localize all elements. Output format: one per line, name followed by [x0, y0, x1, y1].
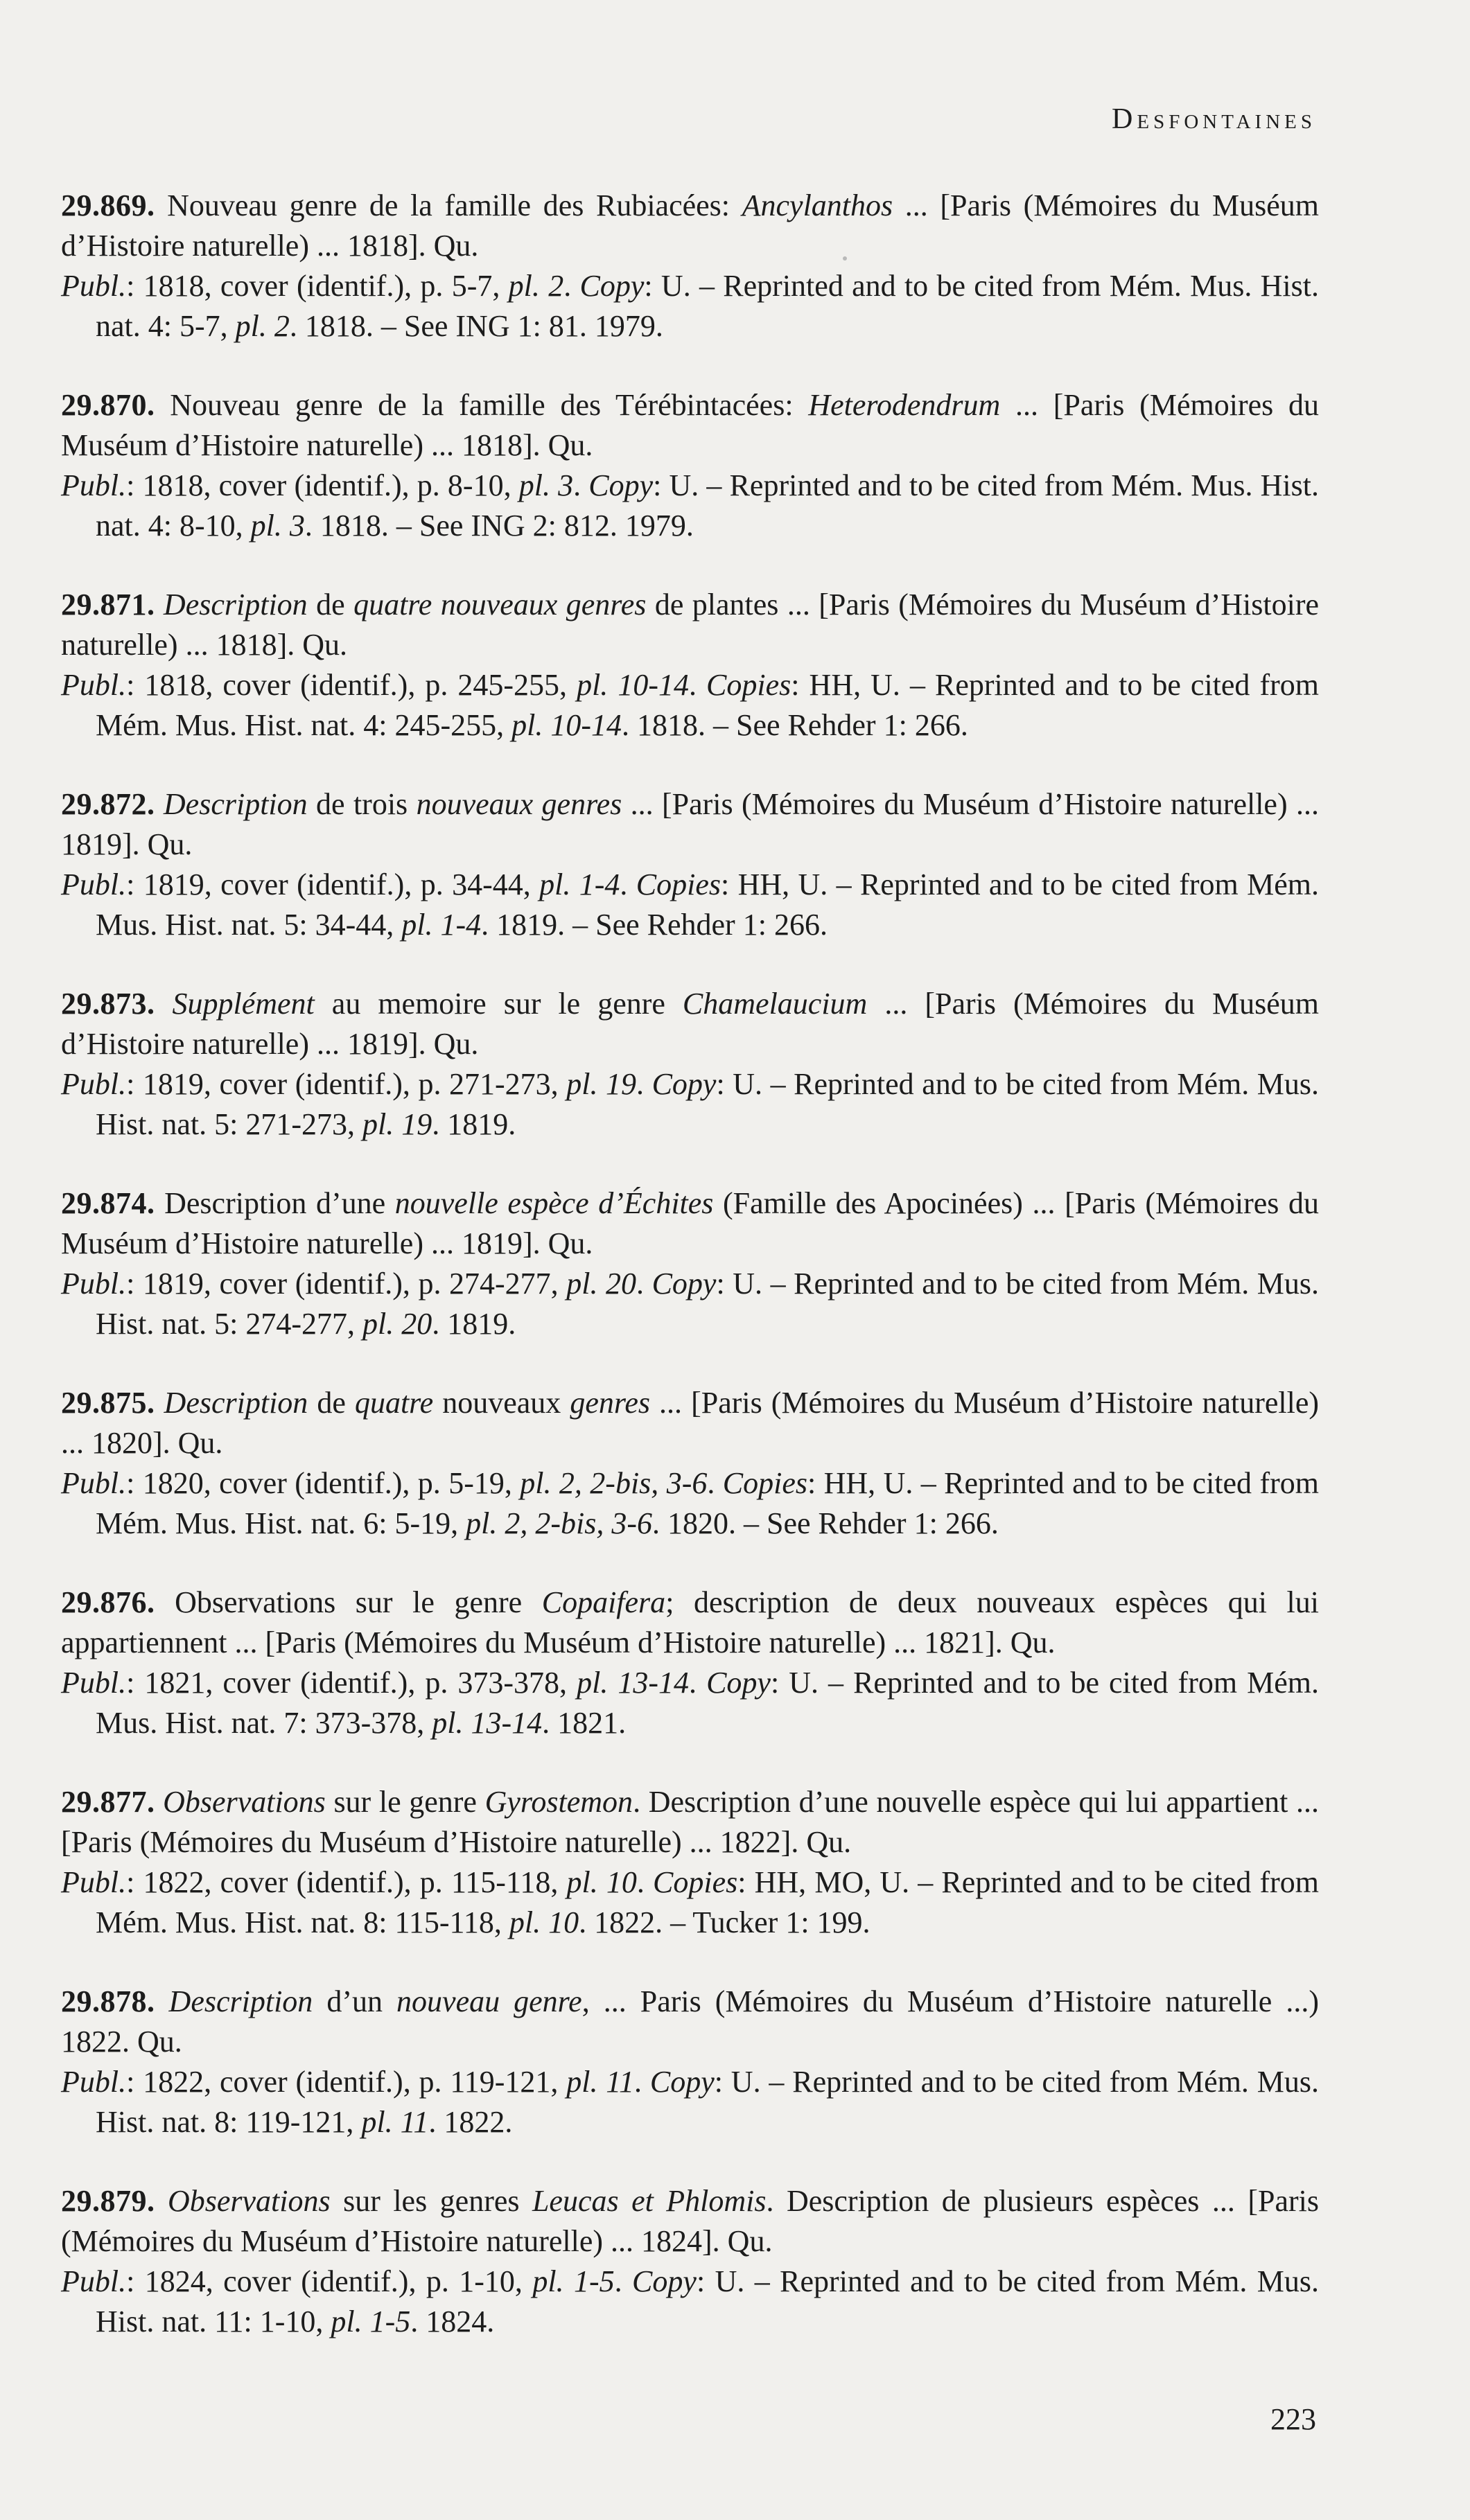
publ-segment: .: [707, 1466, 723, 1500]
publ-italic-segment: pl. 13-14: [432, 1706, 543, 1740]
publ-segment: : U. – Reprinted and to be cited from Mém. Mus. Hist. nat. 4: 8-10,: [96, 468, 1320, 543]
entry-title: [61, 1982, 1319, 2062]
entry-number: 29.873.: [61, 987, 155, 1021]
publ-italic-segment: pl. 19: [566, 1067, 637, 1101]
entry-number: 29.874.: [61, 1186, 155, 1220]
publication-details: [61, 1264, 1319, 1344]
publication-details: [61, 665, 1319, 746]
publ-segment: : 1824, cover (identif.), p. 1-10,: [126, 2264, 533, 2298]
publ-segment: .: [689, 1666, 707, 1700]
bibliography-entry: [61, 186, 1319, 346]
title-segment: sur le genre: [325, 1785, 485, 1819]
title-italic-segment: Observations: [163, 1785, 326, 1819]
title-segment: , ... Paris (Mémoires du Muséum d’Histoire naturelle ...) 1822. Qu.: [61, 1984, 1320, 2059]
publ-italic-segment: pl. 10-14: [577, 668, 689, 702]
entry-number: 29.876.: [61, 1585, 155, 1619]
entry-number: 29.869.: [61, 188, 155, 222]
publ-label: Publ.: [61, 668, 127, 702]
publication-details: [61, 1064, 1319, 1145]
title-italic-segment: Description: [163, 588, 308, 622]
publ-segment: . 1818. – See ING 1: 81. 1979.: [289, 309, 663, 343]
title-segment: nouveaux: [433, 1386, 570, 1420]
publ-italic-segment: pl. 19: [362, 1107, 432, 1141]
publ-label: Publ.: [61, 2065, 127, 2099]
publ-segment: : 1821, cover (identif.), p. 373-378,: [126, 1666, 577, 1700]
publ-segment: : 1822, cover (identif.), p. 119-121,: [126, 2065, 567, 2099]
publ-label: Publ.: [61, 468, 127, 502]
title-segment: de trois: [307, 787, 417, 821]
publ-segment: : U. – Reprinted and to be cited from Mém. Mus. Hist. nat. 8: 119-121,: [96, 2065, 1320, 2139]
title-segment: ... [Paris (Mémoires du Muséum d’Histoire naturelle) ... 1819]. Qu.: [61, 987, 1320, 1061]
publ-italic-segment: Copy: [651, 1267, 717, 1301]
page-number: 223: [1270, 2402, 1316, 2436]
publ-segment: . 1821.: [542, 1706, 627, 1740]
publ-italic-segment: pl. 10: [509, 1905, 579, 1939]
entry-title: [61, 1583, 1319, 1663]
title-segment: . Description de plusieurs espèces ... [Paris (Mémoires du Muséum d’Histoire naturelle) ... 1824]. Qu.: [61, 2184, 1319, 2258]
entry-number: 29.879.: [61, 2184, 155, 2218]
publ-segment: . 1824.: [410, 2305, 495, 2338]
publ-italic-segment: pl. 20: [362, 1307, 432, 1341]
entry-number: 29.870.: [61, 388, 155, 422]
publ-label: Publ.: [61, 1666, 127, 1700]
bibliography-entry: [61, 984, 1319, 1145]
publ-segment: : HH, U. – Reprinted and to be cited from Mém. Mus. Hist. nat. 6: 5-19,: [96, 1466, 1319, 1540]
title-italic-segment: Description: [163, 787, 308, 821]
publ-italic-segment: Copies: [722, 1466, 807, 1500]
publ-segment: : 1818, cover (identif.), p. 245-255,: [126, 668, 577, 702]
publication-details: [61, 865, 1319, 945]
publ-italic-segment: pl. 10: [566, 1865, 637, 1899]
title-segment: de: [307, 588, 354, 622]
title-italic-segment: Ancylanthos: [742, 188, 893, 222]
publ-segment: . 1822.: [428, 2105, 513, 2139]
entry-title: [61, 385, 1319, 466]
title-segment: Nouveau genre de la famille des Térébintacées:: [170, 388, 809, 422]
publ-segment: .: [573, 468, 589, 502]
publ-segment: . 1822. – Tucker 1: 199.: [579, 1905, 870, 1939]
publ-segment: : U. – Reprinted and to be cited from Mém. Mus. Hist. nat. 5: 271-273,: [96, 1067, 1320, 1141]
title-italic-segment: Observations: [167, 2184, 331, 2218]
title-italic-segment: Description: [168, 1984, 313, 2018]
publ-italic-segment: Copies: [636, 867, 721, 901]
title-italic-segment: Supplément: [172, 987, 315, 1021]
title-italic-segment: quatre nouveaux genres: [353, 588, 647, 622]
publ-italic-segment: pl. 1-5: [331, 2305, 411, 2338]
publ-label: Publ.: [61, 2264, 127, 2298]
publ-italic-segment: pl. 2: [235, 309, 290, 343]
publ-italic-segment: Copy: [632, 2264, 697, 2298]
title-segment: Observations sur le genre: [175, 1585, 542, 1619]
publ-italic-segment: pl. 3: [518, 468, 574, 502]
publ-segment: .: [620, 867, 636, 901]
publ-italic-segment: pl. 11: [566, 2065, 635, 2099]
publ-italic-segment: Copies: [706, 668, 791, 702]
publ-segment: : U. – Reprinted and to be cited from Mém. Mus. Hist. nat. 7: 373-378,: [96, 1666, 1319, 1740]
title-segment: de plantes ... [Paris (Mémoires du Muséum d’Histoire naturelle) ... 1818]. Qu.: [61, 588, 1320, 662]
publ-italic-segment: pl. 10-14: [511, 708, 622, 742]
publ-italic-segment: Copy: [649, 2065, 715, 2099]
publication-details: [61, 1463, 1319, 1544]
bibliography-entry: [61, 784, 1319, 945]
publ-segment: : HH, U. – Reprinted and to be cited from Mém. Mus. Hist. nat. 4: 245-255,: [96, 668, 1319, 742]
publ-italic-segment: Copy: [579, 269, 645, 303]
publ-segment: .: [636, 1267, 652, 1301]
publ-segment: : 1819, cover (identif.), p. 34-44,: [126, 867, 540, 901]
publ-segment: .: [563, 269, 580, 303]
title-italic-segment: quatre: [354, 1386, 434, 1420]
publication-details: [61, 466, 1319, 546]
title-segment: ... [Paris (Mémoires du Muséum d’Histoire naturelle) ... 1819]. Qu.: [61, 787, 1320, 861]
title-segment: d’un: [313, 1984, 397, 2018]
title-italic-segment: Leucas et Phlomis: [532, 2184, 767, 2218]
publ-segment: : 1820, cover (identif.), p. 5-19,: [126, 1466, 520, 1500]
publ-italic-segment: pl. 20: [566, 1267, 637, 1301]
title-segment: Description d’une: [164, 1186, 395, 1220]
publ-italic-segment: pl. 11: [361, 2105, 429, 2139]
publ-segment: . 1820. – See Rehder 1: 266.: [652, 1506, 999, 1540]
publ-segment: : U. – Reprinted and to be cited from Mém. Mus. Hist. nat. 4: 5-7,: [96, 269, 1320, 343]
publ-segment: : 1818, cover (identif.), p. 8-10,: [126, 468, 519, 502]
publ-italic-segment: pl. 1-4: [401, 908, 482, 942]
publ-label: Publ.: [61, 1267, 127, 1301]
entry-number: 29.877.: [61, 1785, 155, 1819]
publication-details: [61, 2262, 1319, 2342]
publ-italic-segment: Copy: [706, 1666, 771, 1700]
publ-segment: .: [689, 668, 707, 702]
publ-segment: : U. – Reprinted and to be cited from Mém. Mus. Hist. nat. 5: 274-277,: [96, 1267, 1320, 1341]
entry-number: 29.875.: [61, 1386, 155, 1420]
running-head: Desfontaines: [1112, 103, 1316, 135]
publ-segment: : 1822, cover (identif.), p. 115-118,: [126, 1865, 567, 1899]
publ-italic-segment: pl. 2: [508, 269, 564, 303]
title-italic-segment: Description: [164, 1386, 308, 1420]
publ-segment: . 1819. – See Rehder 1: 266.: [481, 908, 828, 942]
publ-segment: .: [634, 2065, 650, 2099]
entry-title: [61, 1183, 1319, 1264]
title-italic-segment: Chamelaucium: [682, 987, 868, 1021]
publ-italic-segment: Copies: [653, 1865, 738, 1899]
publ-segment: . 1819.: [432, 1307, 516, 1341]
publ-segment: : U. – Reprinted and to be cited from Mém. Mus. Hist. nat. 11: 1-10,: [96, 2264, 1320, 2338]
publ-segment: . 1818. – See Rehder 1: 266.: [622, 708, 968, 742]
bibliography-entry: [61, 1383, 1319, 1544]
publication-details: [61, 266, 1319, 346]
title-segment: . Description d’une nouvelle espèce qui lui appartient ... [Paris (Mémoires du Muséum d’Histoire naturelle) ... 1822]. Qu.: [61, 1785, 1319, 1859]
bibliography-entry: [61, 385, 1319, 546]
bibliography-entry: [61, 585, 1319, 746]
title-italic-segment: nouveaux genres: [416, 787, 622, 821]
title-italic-segment: Heterodendrum: [808, 388, 1001, 422]
title-segment: ... [Paris (Mémoires du Muséum d’Histoire naturelle) ... 1818]. Qu.: [61, 188, 1319, 263]
title-segment: de: [308, 1386, 355, 1420]
title-segment: sur les genres: [330, 2184, 532, 2218]
publ-label: Publ.: [61, 1067, 127, 1101]
publ-segment: : 1819, cover (identif.), p. 271-273,: [126, 1067, 567, 1101]
publ-italic-segment: pl. 13-14: [577, 1666, 690, 1700]
publ-label: Publ.: [61, 1865, 127, 1899]
title-segment: ... [Paris (Mémoires du Muséum d’Histoire naturelle) ... 1820]. Qu.: [61, 1386, 1320, 1460]
publ-segment: : 1818, cover (identif.), p. 5-7,: [126, 269, 509, 303]
entry-title: [61, 1782, 1319, 1862]
publ-label: Publ.: [61, 1466, 127, 1500]
entry-number: 29.878.: [61, 1984, 155, 2018]
publ-segment: .: [614, 2264, 633, 2298]
bibliography-entry: [61, 1183, 1319, 1344]
title-italic-segment: Copaifera: [541, 1585, 666, 1619]
title-segment: ... [Paris (Mémoires du Muséum d’Histoire naturelle) ... 1818]. Qu.: [61, 388, 1319, 462]
entry-title: [61, 984, 1319, 1064]
publication-details: [61, 1862, 1319, 1943]
title-italic-segment: nouvelle espèce d’Échites: [394, 1186, 714, 1220]
publ-segment: .: [636, 1865, 654, 1899]
publ-italic-segment: Copy: [651, 1067, 717, 1101]
entry-title: [61, 2181, 1319, 2262]
publ-italic-segment: pl. 2, 2-bis, 3-6: [520, 1466, 708, 1500]
entry-title: [61, 1383, 1319, 1463]
bibliography-entry: [61, 2181, 1319, 2342]
title-italic-segment: nouveau genre: [396, 1984, 582, 2018]
title-segment: ; description de deux nouveaux espèces qui lui appartiennent ... [Paris (Mémoires du Muséum d’Histoire naturelle) ... 1821]. Qu.: [61, 1585, 1320, 1659]
publ-segment: . 1819.: [432, 1107, 516, 1141]
title-segment: Nouveau genre de la famille des Rubiacées:: [167, 188, 742, 222]
publ-italic-segment: pl. 1-5: [532, 2264, 615, 2298]
publ-italic-segment: pl. 3: [250, 509, 305, 543]
publ-label: Publ.: [61, 269, 127, 303]
publ-segment: . 1818. – See ING 2: 812. 1979.: [304, 509, 694, 543]
entry-title: [61, 585, 1319, 665]
publ-italic-segment: pl. 2, 2-bis, 3-6: [466, 1506, 652, 1540]
entry-title: [61, 784, 1319, 865]
title-italic-segment: Gyrostemon: [484, 1785, 633, 1819]
publication-details: [61, 1663, 1319, 1743]
bibliography-entry: [61, 1583, 1319, 1743]
title-segment: au memoire sur le genre: [314, 987, 683, 1021]
title-segment: (Famille des Apocinées) ... [Paris (Mémoires du Muséum d’Histoire naturelle) ... 1819]. Qu.: [61, 1186, 1320, 1260]
entry-number: 29.871.: [61, 588, 155, 622]
title-italic-segment: genres: [570, 1386, 651, 1420]
entry-title: [61, 186, 1319, 266]
publ-segment: : 1819, cover (identif.), p. 274-277,: [126, 1267, 567, 1301]
publ-segment: : HH, U. – Reprinted and to be cited from Mém. Mus. Hist. nat. 5: 34-44,: [96, 867, 1319, 942]
publ-label: Publ.: [61, 867, 127, 901]
publication-details: [61, 2062, 1319, 2142]
bibliography-entry: [61, 1782, 1319, 1943]
publ-italic-segment: pl. 1-4: [539, 867, 620, 901]
publ-segment: .: [636, 1067, 652, 1101]
bibliography-entry: [61, 1982, 1319, 2142]
bibliography-entries: [61, 186, 1319, 2381]
publ-segment: : HH, MO, U. – Reprinted and to be cited from Mém. Mus. Hist. nat. 8: 115-118,: [96, 1865, 1320, 1939]
publ-italic-segment: Copy: [588, 468, 654, 502]
entry-number: 29.872.: [61, 787, 155, 821]
